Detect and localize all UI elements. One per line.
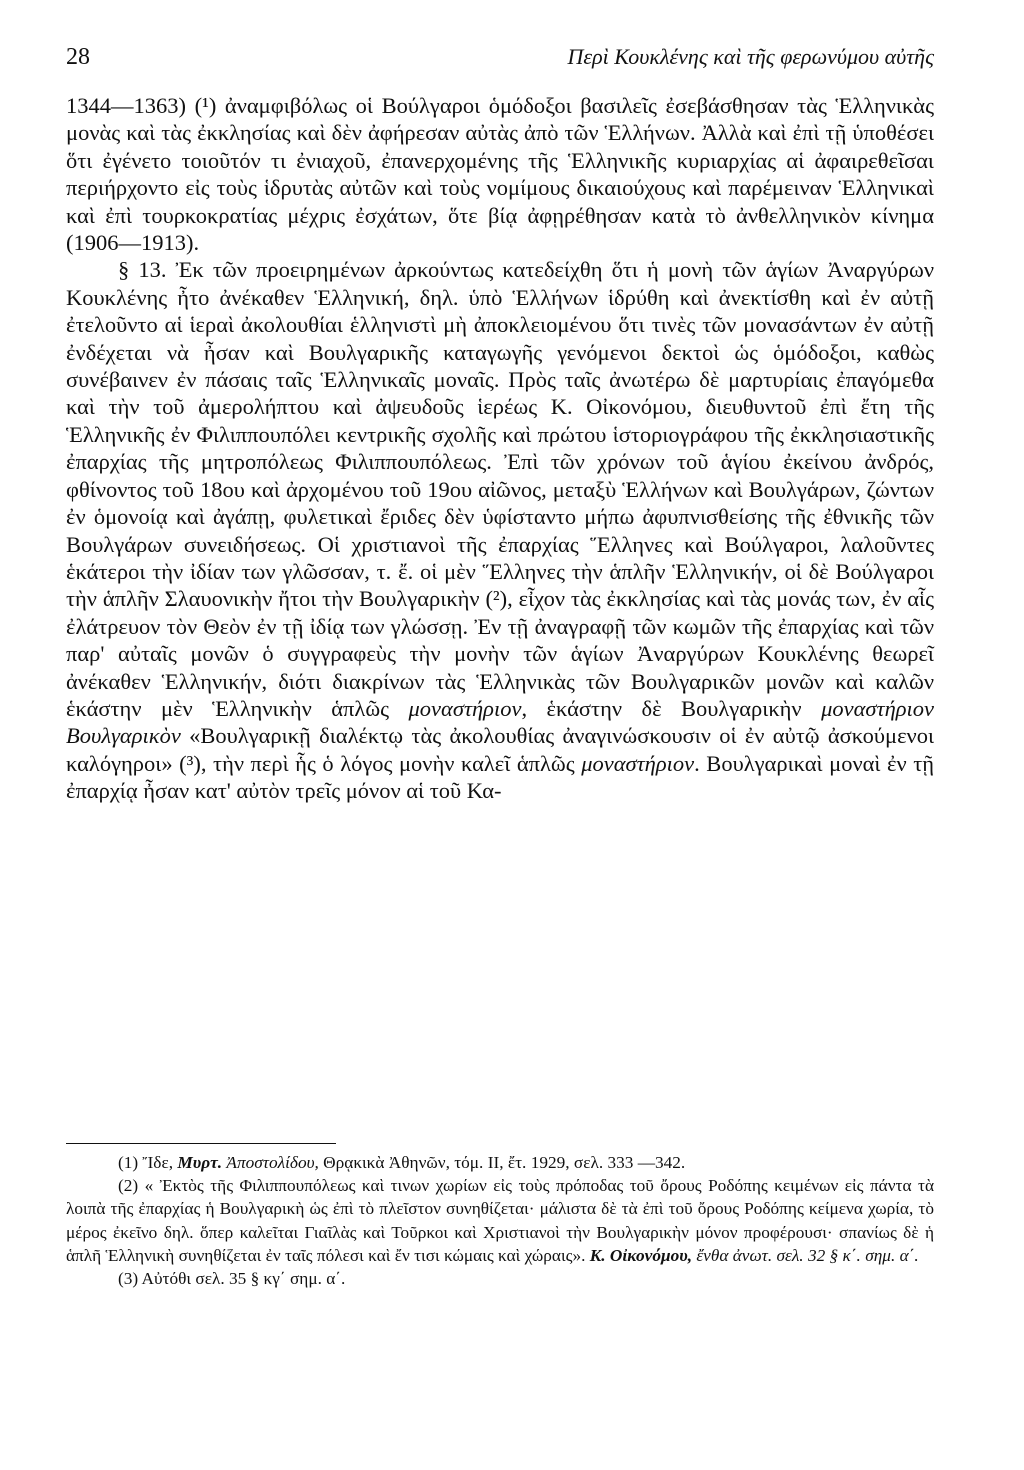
footnote-text: (1) Ἴδε, [118,1153,174,1172]
footnote-3: (3) Αὐτόθι σελ. 35 § κγ΄ σημ. α΄. [118,1269,346,1289]
author-name: Κ. Οἰκονόμου, [589,1245,693,1265]
footnote-text: (2) « Ἐκτὸς τῆς Φιλιππουπόλεως καὶ τινων χωρίων εἰς τοὺς πρόποδας τοῦ ὄρους Ροδόπης κειμένων εἰς πάντα τὰ λοιπὰ τῆς ἐπαρχίας ἡ Βουλγαρικὴ ὡς ἐπὶ τὸ πλεῖστον συνηθίζεται· μάλιστα δὲ τὰ ἐπὶ τοῦ ὄρους Ροδόπης κείμενα χωρία, τὸ μέρος ἐκεῖνο δηλ. ὅπερ καλεῖται Γιαῖλὰς καὶ Τοῦρκοι καὶ Χριστιανοὶ τὴν Βουλγαρικὴν μόνον προφέρουσι· σπανίως δὲ ἡ ἁπλῆ Ἑλληνικὴ συνηθίζεται ἐν ταῖς πόλεσι καὶ ἔν τισι κώμαις καὶ χώραις». [66,1176,934,1265]
footnote-2 [66,1174,934,1267]
author-name: Μυρτ. [177,1153,223,1172]
footnote-text: ἔνθα ἀνωτ. σελ. 32 § κ΄. σημ. α΄. [696,1245,919,1265]
author-name: Ἀποστολίδου, [226,1153,319,1172]
page-number: 28 [66,44,90,70]
main-text [66,92,934,805]
italic-term: μοναστήριον Βουλγαρικὸν [66,695,935,749]
footnote-separator [66,1143,336,1144]
paragraph-text: «Βουλγαρικῇ διαλέκτῳ τὰς ἀκολουθίας ἀναγινώσκουσιν οἱ ἐν αὐτῷ ἀσκούμενοι καλόγηροι» (³), τὴν περὶ ἧς ὁ λόγος μονὴν καλεῖ ἁπλῶς [66,723,934,776]
italic-term: μοναστήριον [581,750,695,776]
paragraph-text: . Βουλγαρικαὶ μοναὶ ἐν τῇ ἐπαρχίᾳ ἦσαν κατ' αὐτὸν τρεῖς μόνον αἱ τοῦ Κα- [66,750,934,804]
paragraph-text: , ἑκάστην δὲ Βουλγαρικὴν [521,695,802,721]
page-header [66,44,934,76]
paragraph-text: § 13. Ἐκ τῶν προειρημένων ἀρκούντως κατεδείχθη ὅτι ἡ μονὴ τῶν ἁγίων Ἀναργύρων Κουκλένης ἦτο ἀνέκαθεν Ἑλληνική, δηλ. ὑπὸ Ἑλλήνων ἱδρύθη καὶ ἀνεκτίσθη καὶ ἐν αὐτῇ ἐτελοῦντο αἱ ἱεραὶ ἀκολουθίαι ἑλληνιστὶ μὴ ἀποκλειομένου ὅτι τινὲς τῶν μονασάντων ἐν αὐτῇ ἐνδέχεται νὰ ἦσαν καὶ Βουλγαρικῆς καταγωγῆς γενόμενοι δεκτοὶ ὡς ὁμόδοξοι, καθὼς συνέβαινεν ἐν πάσαις ταῖς Ἑλληνικαῖς μοναῖς. Πρὸς ταῖς ἀνωτέρω δὲ μαρτυρίαις ἐπαγόμεθα καὶ τὴν τοῦ ἀμερολήπτου καὶ ἀψευδοῦς ἱερέως Κ. Οἰκονόμου, διευθυντοῦ ἐπὶ ἔτη τῆς Ἑλληνικῆς ἐν Φιλιππουπόλει κεντρικῆς σχολῆς καὶ πρώτου ἱστοριογράφου τῆς ἐκκλησιαστικῆς ἐπαρχίας τῆς μητροπόλεως Φιλιππουπόλεως. Ἐπὶ τῶν χρόνων τοῦ ἁγίου ἐκείνου ἀνδρός, φθίνοντος τοῦ 18ου καὶ ἀρχομένου τοῦ 19ου αἰῶνος, μεταξὺ Ἑλλήνων καὶ Βουλγάρων, ζώντων ἐν ὁμονοίᾳ καὶ ἀγάπῃ, φυλετικαὶ ἔριδες δὲν ὑφίσταντο μήπω ἀφυπνισθείσης τῆς ἐθνικῆς τῶν Βουλγάρων συνειδήσεως. Οἱ χριστιανοὶ τῆς ἐπαρχίας Ἕλληνες καὶ Βούλγαροι, λαλοῦντες ἑκάτεροι τὴν ἰδίαν των γλῶσσαν, τ. ἔ. οἱ μὲν Ἕλληνες τὴν ἁπλῆν Ἑλληνικήν, οἱ δὲ Βούλγαροι τὴν ἁπλῆν Σλαυονικὴν ἤτοι τὴν Βουλγαρικὴν (²), εἶχον τὰς ἐκκλησίας καὶ τὰς μονάς των, ἐν αἷς ἐλάτρευον τὸν Θεὸν ἐν τῇ ἰδίᾳ των γλώσσῃ. Ἐν τῇ ἀναγραφῇ τῶν κωμῶν τῆς ἐπαρχίας καὶ τῶν παρ' αὐταῖς μονῶν ὁ συγγραφεὺς τὴν μονὴν τῶν ἁγίων Ἀναργύρων Κουκλένης θεωρεῖ ἀνέκαθεν Ἑλληνικήν, διότι διακρίνων τὰς Ἑλληνικὰς τῶν Βουλγαρικῶν μονῶν καὶ καλῶν ἑκάστην μὲν Ἑλληνικὴν ἁπλῶς [66,257,934,721]
paragraph [66,256,934,804]
footnotes [66,1151,934,1290]
footnote-text: Θρᾳκικὰ Ἀθηνῶν, τόμ. ΙΙ, ἔτ. 1929, σελ. 333 —342. [323,1153,686,1172]
running-head: Περὶ Κουκλένης καὶ τῆς φερωνύμου αὐτῆς [567,44,934,69]
italic-term: μοναστήριον [408,695,522,721]
footnote-1 [66,1151,934,1174]
paragraph: 1344—1363) (¹) ἀναμφιβόλως οἱ Βούλγαροι ὁμόδοξοι βασιλεῖς ἐσεβάσθησαν τὰς Ἑλληνικὰς μονὰς καὶ τὰς ἐκκλησίας καὶ δὲν ἀφήρεσαν αὐτὰς ἀπὸ τῶν Ἑλλήνων. Ἀλλὰ καὶ ἐπὶ τῇ ὑποθέσει ὅτι ἐγένετο τοιοῦτόν τι ἐνιαχοῦ, ἐπανερχομένης τῆς Ἑλληνικῆς κυριαρχίας αἱ ἀφαιρεθεῖσαι περιήρχοντο εἰς τοὺς ἱδρυτὰς αὐτῶν καὶ τοὺς νομίμους δικαιούχους καὶ παρέμειναν Ἑλληνικαὶ καὶ ἐπὶ τουρκοκρατίας μέχρις ἐσχάτων, ὅτε βίᾳ ἀφῃρέθησαν κατὰ τὸ ἀνθελληνικὸν κίνημα (1906—1913). [66,93,934,256]
